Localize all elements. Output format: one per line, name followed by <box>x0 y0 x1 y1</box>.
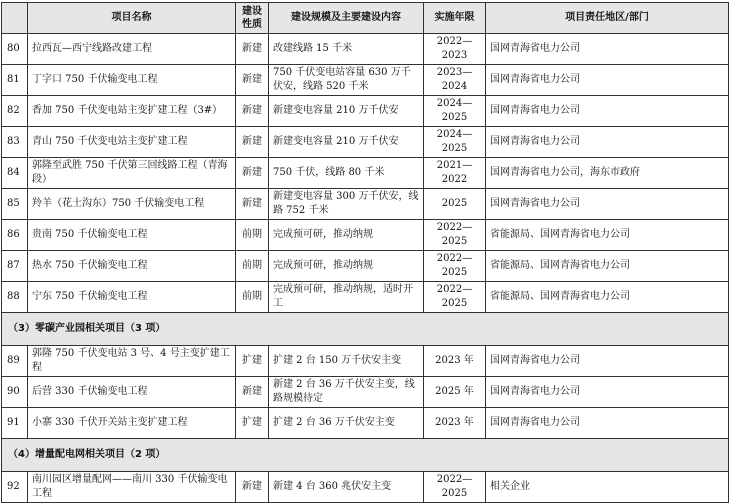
cell-num: 82 <box>2 96 28 127</box>
header-num <box>2 3 28 34</box>
cell-name: 宁东 750 千伏输变电工程 <box>28 282 236 313</box>
cell-nature: 新建 <box>236 377 269 408</box>
cell-year: 2022—2025 <box>424 220 486 251</box>
cell-dept: 国网青海省电力公司 <box>486 127 729 158</box>
cell-dept: 国网青海省电力公司，海东市政府 <box>486 158 729 189</box>
cell-year: 2022—2025 <box>424 282 486 313</box>
project-table <box>1 2 729 503</box>
table-row <box>2 377 729 408</box>
section-row <box>2 313 729 346</box>
cell-dept: 国网青海省电力公司 <box>486 65 729 96</box>
cell-scale: 750 千伏变电站容量 630 万千伏安，线路 520 千米 <box>269 65 424 96</box>
cell-dept: 省能源局、国网青海省电力公司 <box>486 251 729 282</box>
cell-year: 2022—2025 <box>424 472 486 503</box>
table-row <box>2 251 729 282</box>
cell-scale: 扩建 2 台 150 万千伏安主变 <box>269 346 424 377</box>
section-row <box>2 439 729 472</box>
cell-nature: 新建 <box>236 96 269 127</box>
table-row <box>2 282 729 313</box>
cell-nature: 前期 <box>236 251 269 282</box>
header-year: 实施年限 <box>424 3 486 34</box>
header-name: 项目名称 <box>28 3 236 34</box>
cell-scale: 750 千伏，线路 80 千米 <box>269 158 424 189</box>
cell-scale: 扩建 2 台 36 万千伏安主变 <box>269 408 424 439</box>
cell-nature: 新建 <box>236 472 269 503</box>
cell-name: 后营 330 千伏输变电工程 <box>28 377 236 408</box>
cell-nature: 扩建 <box>236 346 269 377</box>
header-nature: 建设 性质 <box>236 3 269 34</box>
cell-num: 85 <box>2 189 28 220</box>
header-dept: 项目责任地区/部门 <box>486 3 729 34</box>
cell-nature: 新建 <box>236 65 269 96</box>
cell-name: 小寨 330 千伏开关站主变扩建工程 <box>28 408 236 439</box>
table-row <box>2 346 729 377</box>
cell-name: 郭隆至武胜 750 千伏第三回线路工程（青海段） <box>28 158 236 189</box>
header-scale: 建设规模及主要建设内容 <box>269 3 424 34</box>
cell-nature: 新建 <box>236 189 269 220</box>
table-row <box>2 189 729 220</box>
cell-num: 87 <box>2 251 28 282</box>
cell-year: 2021—2022 <box>424 158 486 189</box>
cell-num: 90 <box>2 377 28 408</box>
cell-nature: 新建 <box>236 34 269 65</box>
cell-scale: 新建变电容量 210 万千伏安 <box>269 96 424 127</box>
cell-scale: 完成预可研，推动纳规，适时开工 <box>269 282 424 313</box>
cell-name: 青山 750 千伏变电站主变扩建工程 <box>28 127 236 158</box>
cell-name: 香加 750 千伏变电站主变扩建工程（3#） <box>28 96 236 127</box>
cell-num: 86 <box>2 220 28 251</box>
cell-num: 81 <box>2 65 28 96</box>
section-heading-incremental-grid: （4）增量配电网相关项目（2 项） <box>2 439 729 472</box>
cell-year: 2025 年 <box>424 377 486 408</box>
cell-num: 91 <box>2 408 28 439</box>
table-row <box>2 96 729 127</box>
cell-num: 88 <box>2 282 28 313</box>
cell-name: 拉西瓦—西宁线路改建工程 <box>28 34 236 65</box>
cell-year: 2024—2025 <box>424 127 486 158</box>
cell-dept: 国网青海省电力公司 <box>486 408 729 439</box>
cell-scale: 完成预可研，推动纳规 <box>269 251 424 282</box>
cell-year: 2022—2023 <box>424 34 486 65</box>
cell-scale: 新建变电容量 300 万千伏安，线路 752 千米 <box>269 189 424 220</box>
cell-num: 89 <box>2 346 28 377</box>
cell-name: 贵南 750 千伏输变电工程 <box>28 220 236 251</box>
cell-num: 92 <box>2 472 28 503</box>
table-header-row <box>2 3 729 34</box>
cell-year: 2023 年 <box>424 346 486 377</box>
cell-num: 80 <box>2 34 28 65</box>
cell-dept: 国网青海省电力公司 <box>486 377 729 408</box>
cell-year: 2025 <box>424 189 486 220</box>
cell-nature: 前期 <box>236 282 269 313</box>
cell-nature: 新建 <box>236 158 269 189</box>
cell-dept: 国网青海省电力公司 <box>486 96 729 127</box>
cell-scale: 新建 4 台 360 兆伏安主变 <box>269 472 424 503</box>
cell-dept: 相关企业 <box>486 472 729 503</box>
cell-year: 2023 年 <box>424 408 486 439</box>
table-row <box>2 158 729 189</box>
cell-year: 2024—2025 <box>424 96 486 127</box>
table-row <box>2 127 729 158</box>
cell-name: 南川园区增量配网——南川 330 千伏输变电工程 <box>28 472 236 503</box>
cell-num: 83 <box>2 127 28 158</box>
table-row <box>2 34 729 65</box>
cell-dept: 国网青海省电力公司 <box>486 189 729 220</box>
table-row <box>2 408 729 439</box>
cell-nature: 扩建 <box>236 408 269 439</box>
table-row <box>2 65 729 96</box>
cell-dept: 省能源局、国网青海省电力公司 <box>486 282 729 313</box>
cell-num: 84 <box>2 158 28 189</box>
cell-nature: 前期 <box>236 220 269 251</box>
cell-nature: 新建 <box>236 127 269 158</box>
cell-scale: 新建变电容量 210 万千伏安 <box>269 127 424 158</box>
cell-scale: 改建线路 15 千米 <box>269 34 424 65</box>
table-row <box>2 220 729 251</box>
cell-name: 郭隆 750 千伏变电站 3 号、4 号主变扩建工程 <box>28 346 236 377</box>
cell-dept: 国网青海省电力公司 <box>486 346 729 377</box>
cell-year: 2023—2024 <box>424 65 486 96</box>
cell-name: 丁字口 750 千伏输变电工程 <box>28 65 236 96</box>
cell-dept: 国网青海省电力公司 <box>486 34 729 65</box>
section-heading-zero-carbon: （3）零碳产业园相关项目（3 项） <box>2 313 729 346</box>
cell-dept: 省能源局、国网青海省电力公司 <box>486 220 729 251</box>
cell-scale: 完成预可研，推动纳规 <box>269 220 424 251</box>
cell-scale: 新建 2 台 36 万千伏安主变，线路规模待定 <box>269 377 424 408</box>
cell-name: 羚羊（花土沟东）750 千伏输变电工程 <box>28 189 236 220</box>
cell-name: 热水 750 千伏输变电工程 <box>28 251 236 282</box>
cell-year: 2022—2025 <box>424 251 486 282</box>
